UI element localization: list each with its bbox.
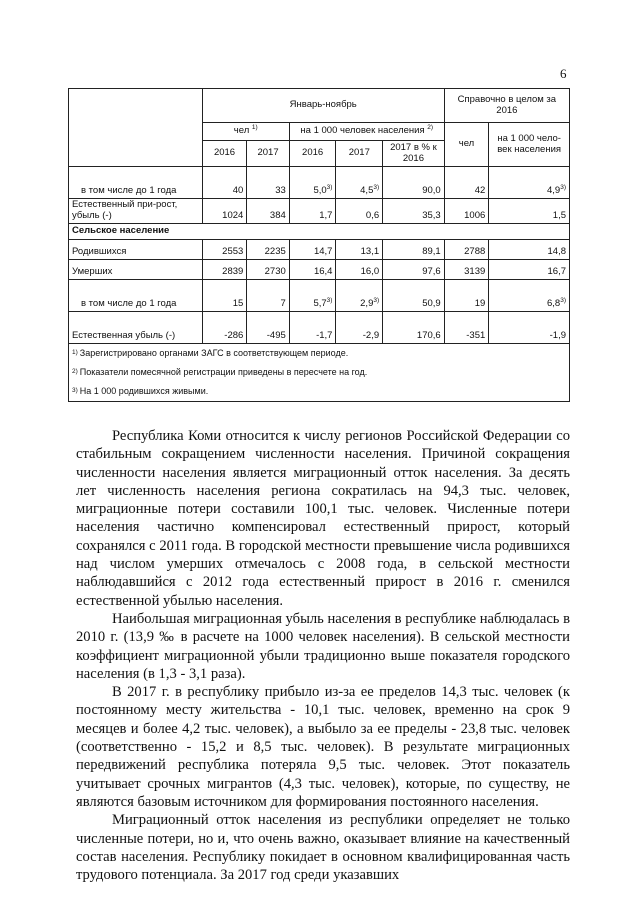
cell-c4: -2,9 [336,311,383,343]
table-row [69,279,570,311]
header-2016: 2016 [202,141,247,167]
cell-c3: -1,7 [289,311,336,343]
cell-c1: 2553 [202,239,247,259]
footnotes-cell [69,343,570,401]
footnote-ref: 3) [373,183,380,191]
cell-c3: 1,7 [289,199,336,224]
header-period: Январь-ноябрь [202,89,444,123]
cell-c7: -1,9 [489,311,570,343]
row-label: в том числе до 1 года [69,279,203,311]
paragraph: Республика Коми относится к числу регионов Российской Федерации со стабильным сокращением численности населения. Причиной сокращения численности населения является миграционный отток населения. За десять лет численность населения региона сократилась на 94,3 тыс. человек, миграционные потери составили 100,1 тыс. человек. Численные потери населения частично компенсировал естественный прирост, который сохранялся с 2011 года. В городской местности превышение числа родившихся над числом умерших отмечалось с 2008 года, в сельской местности наблюдавшийся с 2012 года естественный прирост в 2016 г. сменился естественной убылью населения. [76,428,570,609]
cell-c3: 5,0$^{3)}$ [289,167,336,199]
header-reference: Справочно в целом за 2016 [444,89,569,123]
cell-c4: 0,6 [336,199,383,224]
cell-c5: 50,9 [383,279,445,311]
cell-c6: 1006 [444,199,489,224]
footnote-ref: 3) [560,183,566,191]
cell-c4: 13,1 [336,239,383,259]
row-label: Умерших [69,259,203,279]
table-row [69,311,570,343]
cell-c5: 89,1 [383,239,445,259]
table-row [69,239,570,259]
cell-c2: -495 [247,311,289,343]
header-2016: 2016 [289,141,336,167]
cell-c1: 40 [202,167,247,199]
cell-c4: 4,5$^{3)}$ [336,167,383,199]
cell-c7: 16,7 [489,259,570,279]
cell-c5: 97,6 [383,259,445,279]
cell-c4: 2,9$^{3)}$ [336,279,383,311]
cell-c3: 14,7 [289,239,336,259]
row-label: Родившихся [69,239,203,259]
cell-c6: -351 [444,311,489,343]
cell-c2: 2730 [247,259,289,279]
cell-c5: 90,0 [383,167,445,199]
footnote: 2) Показатели помесячной регистрации приведены в пересчете на год. [72,367,368,378]
table-row [69,259,570,279]
cell-c1: -286 [202,311,247,343]
header-ref-persons: чел [444,123,489,167]
cell-c7: 4,9$^{3)}$ [489,167,570,199]
cell-c7: 1,5 [489,199,570,224]
header-ref-per-thousand: на 1 000 чело-век населения [489,123,570,167]
table-row [69,199,570,224]
cell-c2: 2235 [247,239,289,259]
cell-c6: 42 [444,167,489,199]
section-rural: Сельское население [69,223,570,239]
row-label: Естественный при-рост, убыль (-) [69,199,203,224]
body-text [76,427,570,884]
header-persons: чел $^{1)}$ [202,123,289,141]
page-number: 6 [560,66,567,81]
footnote-ref: 3) [560,296,566,304]
row-label: в том числе до 1 года [69,167,203,199]
cell-c1: 15 [202,279,247,311]
footnote-text: На 1 000 родившихся живыми. [79,386,209,397]
paragraph: Наибольшая миграционная убыль населения в республике наблюдалась в 2010 г. (13,9 ‰ в расчете на 1000 человек населения). В сельской местности коэффициент миграционной убыли традиционно выше показателя городского населения (в 1,3 - 3,1 раза). [76,610,570,682]
cell-c7: 6,8$^{3)}$ [489,279,570,311]
paragraph: Миграционный отток населения из республики определяет не только численные потери, но и, что очень важно, оказывает влияние на качественный состав населения. Республику покидает в основном квалифицированная часть трудового потенциала. За 2017 год среди указавших [76,812,570,884]
footnote: 1) Зарегистрировано органами ЗАГС в соответствующем периоде. [72,348,349,359]
cell-c6: 19 [444,279,489,311]
footnote-ref: 3) [326,183,333,191]
footnote-text: Показатели помесячной регистрации приведены в пересчете на год. [79,367,368,378]
cell-c2: 384 [247,199,289,224]
cell-c5: 35,3 [383,199,445,224]
cell-c1: 2839 [202,259,247,279]
header-2017: 2017 [247,141,289,167]
cell-c4: 16,0 [336,259,383,279]
footnote: 3) На 1 000 родившихся живыми. [72,386,209,397]
footnote-ref: 3) [373,296,380,304]
cell-c6: 3139 [444,259,489,279]
header-per-thousand: на 1 000 человек населения $^{2)}$ [289,123,444,141]
header-blank-cell [69,89,203,167]
cell-c7: 14,8 [489,239,570,259]
cell-c1: 1024 [202,199,247,224]
header-2017: 2017 [336,141,383,167]
cell-c3: 5,7$^{3)}$ [289,279,336,311]
footnote-ref: 3) [326,296,333,304]
row-label: Естественная убыль (-) [69,311,203,343]
table-row [69,167,570,199]
footnote-text: Зарегистрировано органами ЗАГС в соответствующем периоде. [79,348,349,359]
demographics-table [68,88,570,402]
cell-c2: 7 [247,279,289,311]
cell-c3: 16,4 [289,259,336,279]
header-pct: 2017 в % к 2016 [383,141,445,167]
cell-c2: 33 [247,167,289,199]
paragraph: В 2017 г. в республику прибыло из-за ее пределов 14,3 тыс. человек (к постоянному месту жительства - 10,1 тыс. человек, временно на срок 9 месяцев и более 4,2 тыс. человек), а выбыло за ее пределы - 23,8 тыс. человек (соответственно - 15,2 и 8,5 тыс. человек). В результате миграционных передвижений республика потеряла 9,5 тыс. человек. Этот показатель учитывает срочных мигрантов (4,3 тыс. человек), которые, по существу, не являются базовым источником для формирования постоянного населения. [76,684,570,810]
cell-c5: 170,6 [383,311,445,343]
cell-c6: 2788 [444,239,489,259]
